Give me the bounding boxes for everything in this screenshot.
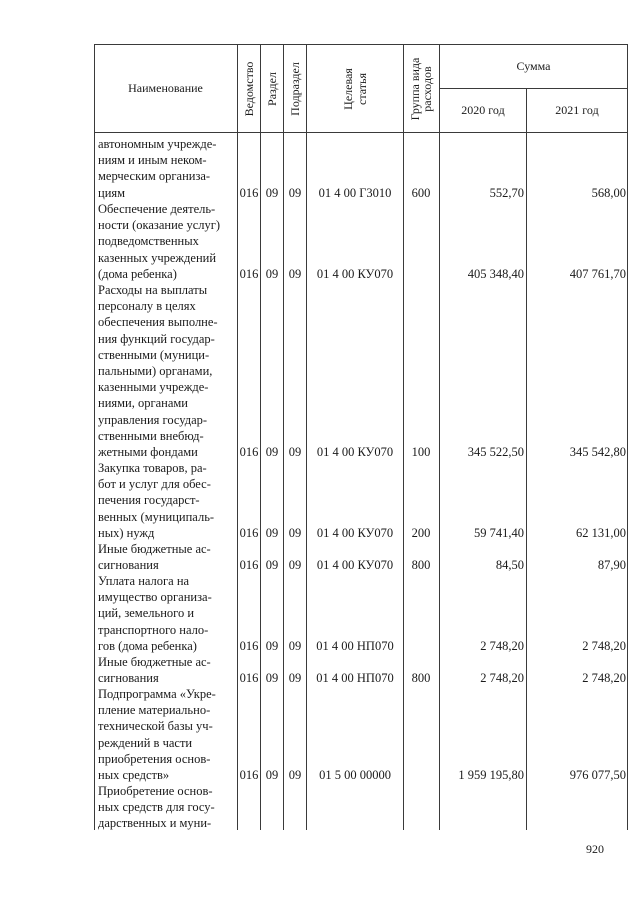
- cell-sum-2021: 2 748,20: [582, 639, 626, 653]
- cell-sum-2020: 59 741,40: [474, 526, 524, 540]
- cell-podrazdel: 09: [288, 526, 302, 540]
- cell-podrazdel: 09: [288, 639, 302, 653]
- grid-line: [526, 88, 527, 830]
- cell-gruppa: 200: [411, 526, 431, 540]
- row-name: автономным учрежде- ниям и иным неком- мерческим организа- циям: [98, 137, 217, 200]
- cell-podrazdel: 09: [288, 558, 302, 572]
- cell-vedomstvo: 016: [239, 267, 259, 281]
- cell-celevaya: 01 4 00 Г3010: [318, 186, 392, 200]
- cell-sum-2020: 552,70: [489, 186, 524, 200]
- cell-celevaya: 01 4 00 КУ070: [316, 526, 394, 540]
- cell-celevaya: 01 4 00 КУ070: [316, 445, 394, 459]
- cell-razdel: 09: [265, 186, 279, 200]
- row-name: Иные бюджетные ас- сигнования: [98, 542, 211, 573]
- grid-line: [94, 132, 628, 133]
- cell-celevaya: 01 4 00 КУ070: [316, 267, 394, 281]
- cell-vedomstvo: 016: [239, 558, 259, 572]
- grid-line: [627, 44, 628, 830]
- cell-sum-2021: 345 542,80: [569, 445, 626, 459]
- cell-podrazdel: 09: [288, 267, 302, 281]
- cell-sum-2021: 407 761,70: [569, 267, 626, 281]
- cell-gruppa: 100: [411, 445, 431, 459]
- cell-gruppa: 800: [411, 671, 431, 685]
- cell-razdel: 09: [265, 558, 279, 572]
- budget-table: [94, 44, 628, 830]
- cell-celevaya: 01 4 00 НП070: [316, 639, 394, 653]
- header-podrazdel: Подраздел: [288, 62, 302, 116]
- grid-line: [94, 44, 95, 830]
- cell-gruppa: 800: [411, 558, 431, 572]
- cell-razdel: 09: [265, 445, 279, 459]
- cell-razdel: 09: [265, 768, 279, 782]
- cell-sum-2020: 2 748,20: [480, 671, 524, 685]
- cell-vedomstvo: 016: [239, 445, 259, 459]
- row-name: Закупка товаров, ра- бот и услуг для обес- печения государст- венных (муниципаль- ных) нужд: [98, 461, 215, 540]
- cell-vedomstvo: 016: [239, 671, 259, 685]
- cell-podrazdel: 09: [288, 445, 302, 459]
- cell-sum-2020: 405 348,40: [467, 267, 524, 281]
- header-vedomstvo: Ведомство: [242, 61, 256, 117]
- cell-vedomstvo: 016: [239, 186, 259, 200]
- cell-sum-2021: 976 077,50: [569, 768, 626, 782]
- header-name: Наименование: [128, 81, 203, 95]
- cell-razdel: 09: [265, 671, 279, 685]
- cell-sum-2020: 1 959 195,80: [458, 768, 524, 782]
- cell-vedomstvo: 016: [239, 526, 259, 540]
- cell-sum-2021: 62 131,00: [576, 526, 626, 540]
- cell-razdel: 09: [265, 639, 279, 653]
- grid-line: [260, 44, 261, 830]
- header-year-2020: 2020 год: [461, 103, 505, 117]
- cell-vedomstvo: 016: [239, 768, 259, 782]
- row-name: Расходы на выплаты персоналу в целях обеспечения выполне- ния функций государ- ственными (муници- пальными) органами, казенными учрежде- ниями, органами управления государ- ственными внебюд- жетными фондами: [98, 283, 218, 460]
- grid-line: [403, 44, 404, 830]
- row-name: Иные бюджетные ас- сигнования: [98, 655, 211, 686]
- header-razdel: Раздел: [265, 72, 279, 106]
- row-name: Приобретение основ- ных средств для госу- дарственных и муни-: [98, 784, 215, 831]
- cell-celevaya: 01 4 00 КУ070: [316, 558, 394, 572]
- cell-razdel: 09: [265, 267, 279, 281]
- cell-razdel: 09: [265, 526, 279, 540]
- cell-sum-2020: 2 748,20: [480, 639, 524, 653]
- cell-sum-2021: 568,00: [591, 186, 626, 200]
- grid-line: [439, 44, 440, 830]
- header-summa: Сумма: [516, 59, 551, 73]
- row-name: Уплата налога на имущество организа- ций, земельного и транспортного нало- гов (дома ребенка): [98, 574, 212, 653]
- page-number: 920: [586, 842, 604, 856]
- row-name: Обеспечение деятель- ности (оказание услуг) подведомственных казенных учреждений (дома ребенка): [98, 202, 221, 281]
- cell-sum-2021: 87,90: [597, 558, 626, 572]
- cell-podrazdel: 09: [288, 671, 302, 685]
- grid-line: [306, 44, 307, 830]
- cell-celevaya: 01 5 00 00000: [319, 768, 391, 782]
- cell-podrazdel: 09: [288, 186, 302, 200]
- cell-sum-2020: 84,50: [495, 558, 524, 572]
- header-year-2021: 2021 год: [555, 103, 599, 117]
- cell-podrazdel: 09: [288, 768, 302, 782]
- cell-sum-2021: 2 748,20: [582, 671, 626, 685]
- header-gruppa-vida-rashodov: Группа вида расходов: [408, 57, 434, 121]
- header-celevaya-statya: Целевая статья: [341, 68, 369, 110]
- cell-sum-2020: 345 522,50: [467, 445, 524, 459]
- grid-line: [439, 88, 628, 89]
- grid-line: [237, 44, 238, 830]
- cell-vedomstvo: 016: [239, 639, 259, 653]
- grid-line: [283, 44, 284, 830]
- cell-gruppa: 600: [411, 186, 431, 200]
- row-name: Подпрограмма «Укре- пление материально- технической базы уч- реждений в части приобретения основ- ных средств»: [98, 687, 216, 783]
- grid-line: [94, 44, 628, 45]
- cell-celevaya: 01 4 00 НП070: [316, 671, 394, 685]
